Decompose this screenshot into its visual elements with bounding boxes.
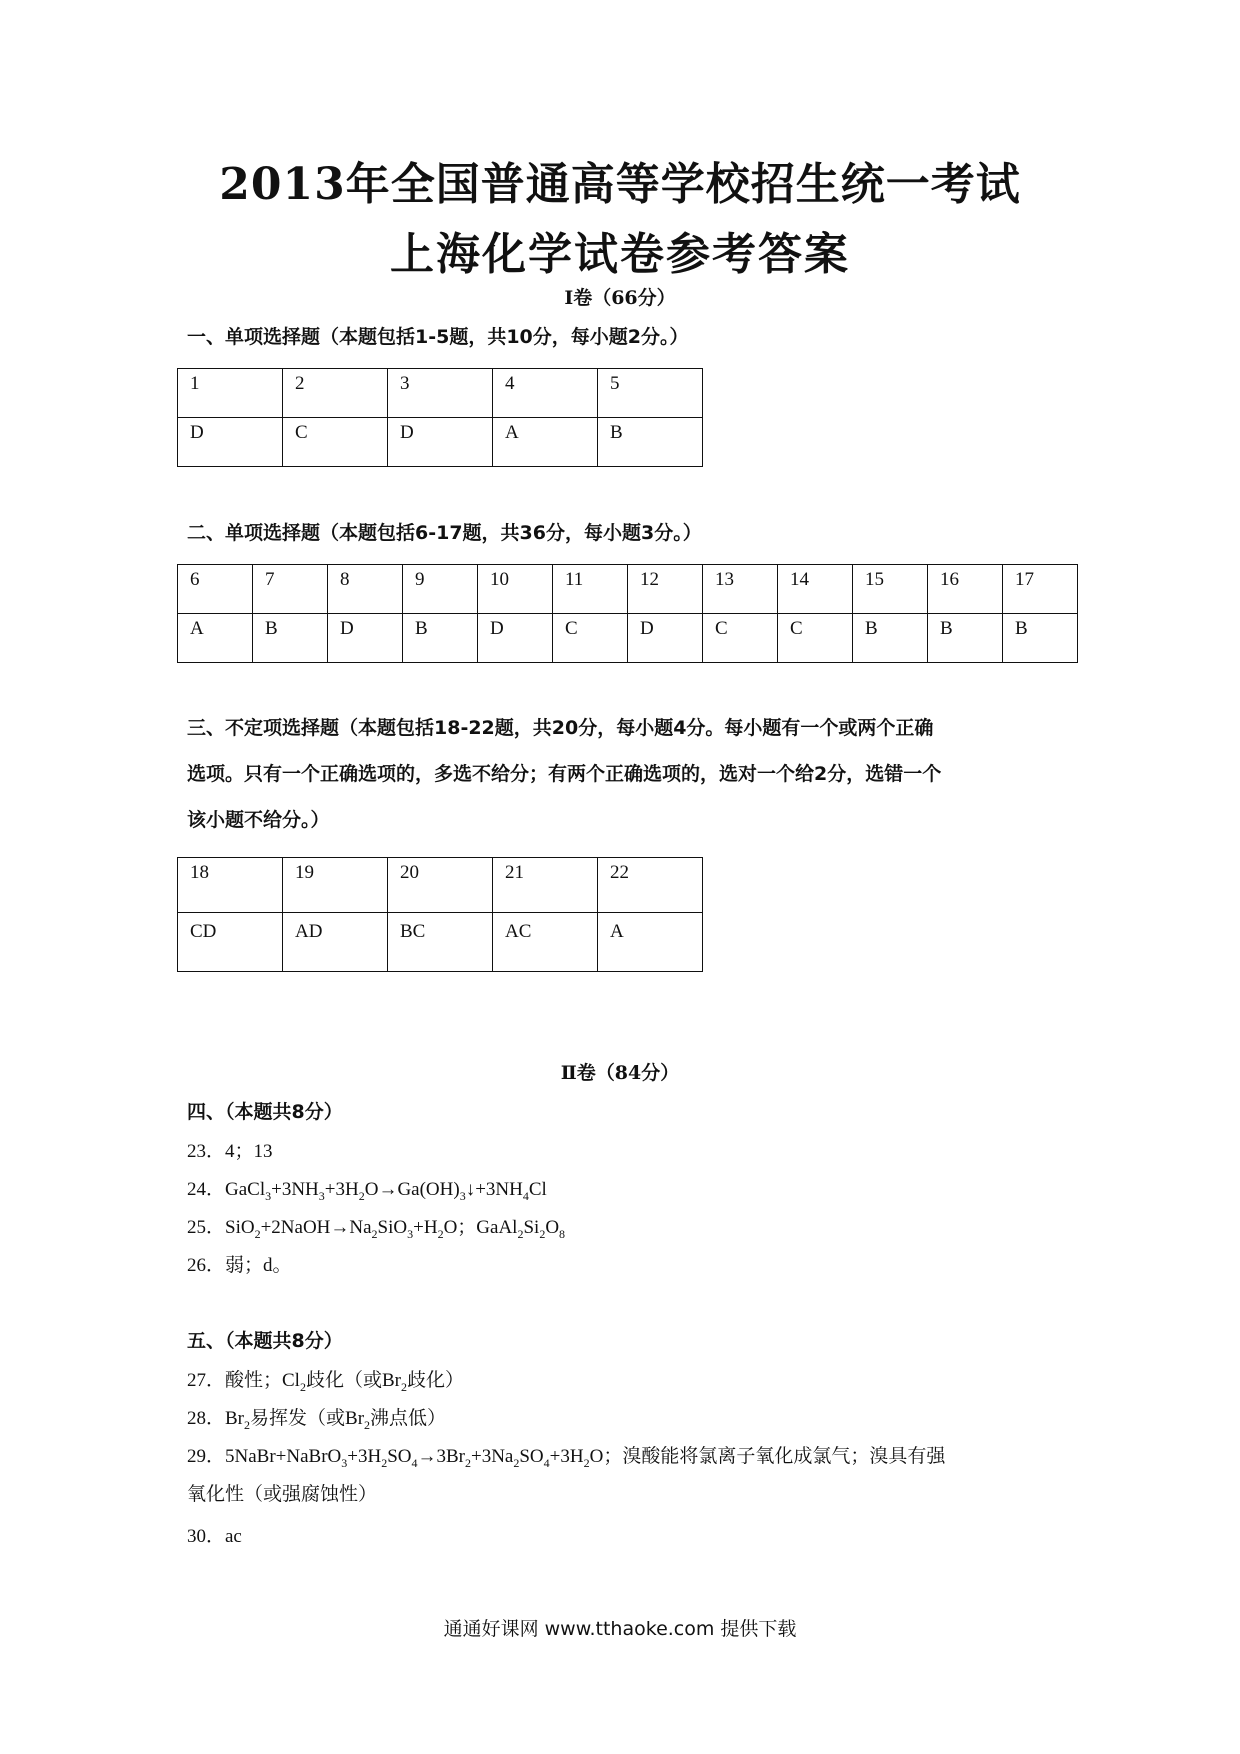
- question-number-cell: 19: [283, 858, 388, 913]
- section1-answer-table: [177, 368, 703, 467]
- section3-heading-line: 三、不定项选择题（本题包括18-22题，共20分，每小题4分。每小题有一个或两个正确: [187, 717, 934, 739]
- answer-cell: C: [778, 614, 853, 663]
- question-number-cell: 9: [403, 565, 478, 614]
- answer-cell: C: [703, 614, 778, 663]
- table-row-answers: [178, 418, 703, 467]
- answer-cell: CD: [178, 913, 283, 972]
- answer-cell: B: [403, 614, 478, 663]
- answer-30: 30．ac: [187, 1526, 242, 1547]
- answer-cell: A: [493, 418, 598, 467]
- answer-29: 29．$5NaBr+NaBrO_3+3H_2SO_4\to 3Br_2+3Na_2SO_4+3H_2O$；溴酸能将氯离子氧化成氯气；溴具有强: [187, 1446, 946, 1470]
- answer-cell: B: [853, 614, 928, 663]
- section1-heading: 一、单项选择题（本题包括1-5题，共10分，每小题2分。）: [187, 326, 689, 348]
- answer-cell: B: [928, 614, 1003, 663]
- question-number-cell: 6: [178, 565, 253, 614]
- question-number-cell: 18: [178, 858, 283, 913]
- part2-heading: Ⅱ卷（84分）: [560, 1062, 680, 1084]
- answer-24: 24．$GaCl_3+3NH_3+3H_2O\to Ga(OH)_3↓+3NH_4Cl$: [187, 1179, 547, 1203]
- answer-cell: AC: [493, 913, 598, 972]
- question-number-cell: 15: [853, 565, 928, 614]
- footer-source: 通通好课网 www.tthaoke.com 提供下载: [443, 1618, 797, 1640]
- answer-28: 28．$Br_2$易挥发（或$Br_2$沸点低）: [187, 1408, 447, 1432]
- question-number-cell: 17: [1003, 565, 1078, 614]
- question-number-cell: 21: [493, 858, 598, 913]
- question-number-cell: 13: [703, 565, 778, 614]
- answer-25: 25．$SiO_2+2NaOH\to Na_2SiO_3+H_2O$；$GaAl_2Si_2O_8$: [187, 1217, 566, 1241]
- question-number-cell: 11: [553, 565, 628, 614]
- table-row-numbers: [178, 369, 703, 418]
- answer-cell: D: [478, 614, 553, 663]
- question-number-cell: 10: [478, 565, 553, 614]
- question-number-cell: 22: [598, 858, 703, 913]
- question-number-cell: 12: [628, 565, 703, 614]
- question-number-cell: 7: [253, 565, 328, 614]
- section4-heading: 四、（本题共8分）: [187, 1101, 343, 1123]
- answer-cell: D: [388, 418, 493, 467]
- table-row-numbers: [178, 565, 1078, 614]
- title-line-2: 上海化学试卷参考答案: [390, 229, 850, 280]
- answer-29-continued: 氧化性（或强腐蚀性）: [187, 1484, 378, 1505]
- answer-26: 26．弱；d。: [187, 1255, 292, 1276]
- question-number-cell: 20: [388, 858, 493, 913]
- answer-27: 27．酸性；$Cl_2$歧化（或$Br_2$歧化）: [187, 1370, 464, 1394]
- section3-answer-table: [177, 857, 703, 972]
- table-row-numbers: [178, 858, 703, 913]
- section2-answer-table: [177, 564, 1078, 663]
- section2-heading: 二、单项选择题（本题包括6-17题，共36分，每小题3分。）: [187, 522, 702, 544]
- question-number-cell: 3: [388, 369, 493, 418]
- table-row-answers: [178, 913, 703, 972]
- section5-heading: 五、（本题共8分）: [187, 1330, 343, 1352]
- question-number-cell: 4: [493, 369, 598, 418]
- table-row-answers: [178, 614, 1078, 663]
- question-number-cell: 5: [598, 369, 703, 418]
- section3-heading: [187, 705, 1067, 843]
- answer-cell: C: [283, 418, 388, 467]
- question-number-cell: 1: [178, 369, 283, 418]
- answer-cell: B: [1003, 614, 1078, 663]
- answer-cell: C: [553, 614, 628, 663]
- question-number-cell: 8: [328, 565, 403, 614]
- question-number-cell: 14: [778, 565, 853, 614]
- answer-cell: AD: [283, 913, 388, 972]
- answer-cell: B: [253, 614, 328, 663]
- question-number-cell: 16: [928, 565, 1003, 614]
- question-number-cell: 2: [283, 369, 388, 418]
- answer-cell: A: [178, 614, 253, 663]
- title-line-1: 2013年全国普通高等学校招生统一考试: [219, 159, 1021, 210]
- section3-heading-line: 选项。只有一个正确选项的，多选不给分；有两个正确选项的，选对一个给2分，选错一个: [187, 763, 942, 785]
- answer-cell: B: [598, 418, 703, 467]
- part1-heading: Ⅰ卷（66分）: [564, 287, 676, 309]
- answer-cell: BC: [388, 913, 493, 972]
- section3-heading-line: 该小题不给分。）: [187, 809, 330, 831]
- answer-cell: D: [328, 614, 403, 663]
- answer-cell: D: [178, 418, 283, 467]
- answer-cell: D: [628, 614, 703, 663]
- answer-23: 23．4；13: [187, 1141, 273, 1162]
- answer-cell: A: [598, 913, 703, 972]
